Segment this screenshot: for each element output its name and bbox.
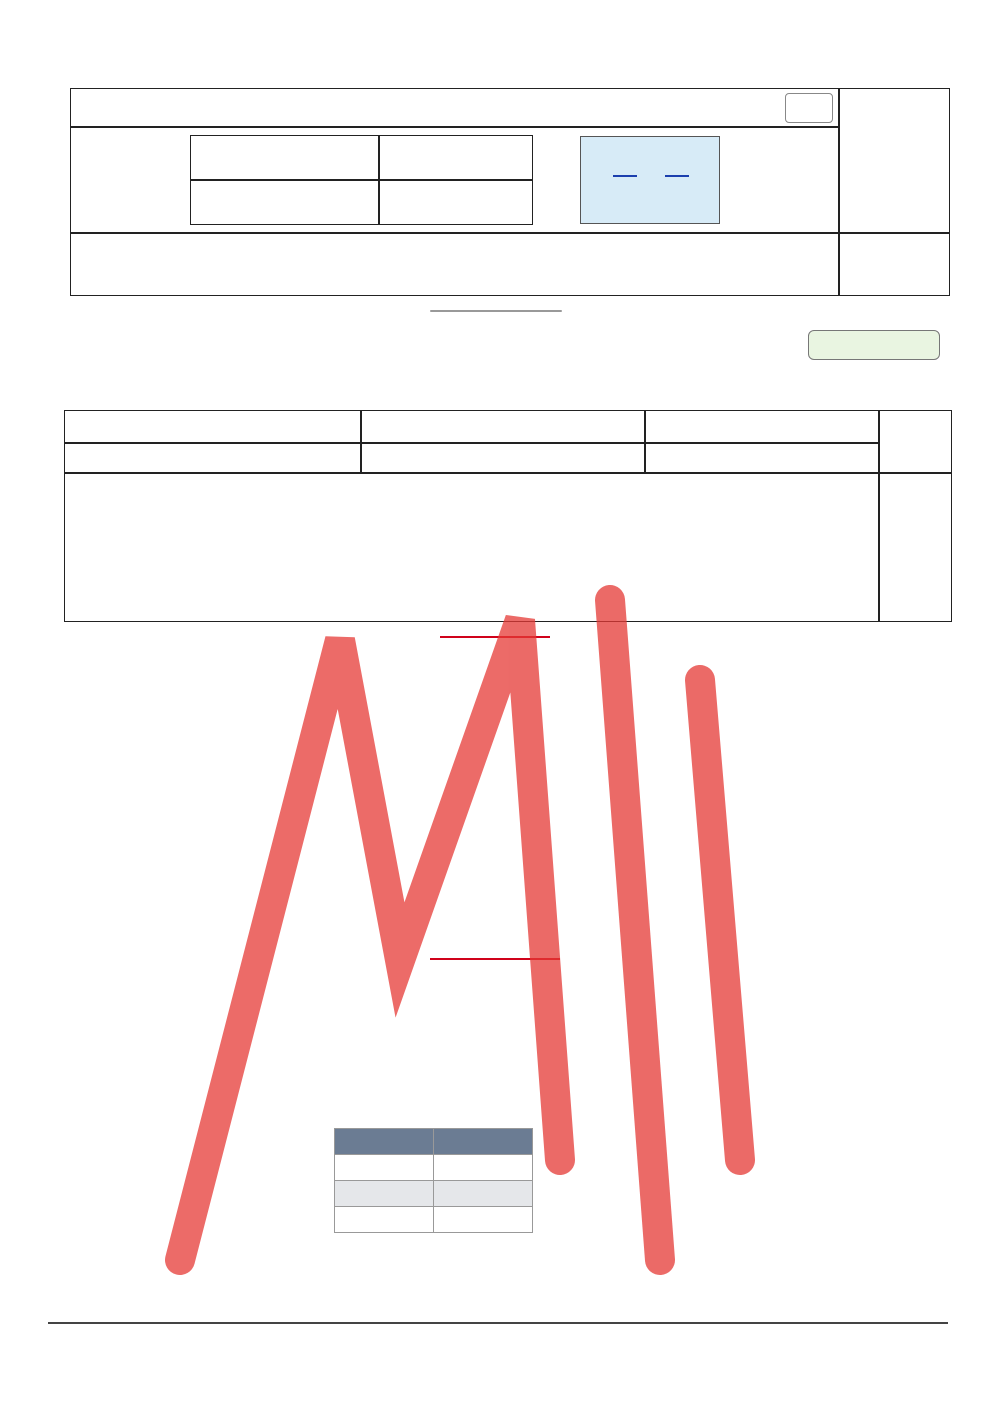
henry-table — [334, 1128, 533, 1233]
calc-label-cell — [878, 472, 952, 622]
row1-solubility-cell — [360, 410, 646, 444]
footer-rule — [48, 1322, 948, 1324]
author-logo — [785, 93, 833, 123]
table-cell — [434, 1207, 533, 1233]
after-label-cell — [378, 179, 533, 225]
row1-pressure-cell — [64, 410, 362, 444]
table-cell — [335, 1181, 434, 1207]
table-cell — [434, 1155, 533, 1181]
side-logo-strip — [24, 66, 56, 1316]
table-cell — [434, 1181, 533, 1207]
row2-label-cell — [644, 442, 880, 474]
example-title — [430, 310, 562, 312]
skills-title — [430, 958, 560, 960]
formula-box — [580, 136, 720, 224]
calc-cell — [64, 472, 880, 622]
example-author-badge — [808, 330, 940, 360]
table-header-solubility — [434, 1129, 533, 1155]
after-value-cell — [190, 179, 380, 225]
row1-label-cell — [644, 410, 880, 444]
before-label-cell — [378, 135, 533, 181]
row2-solubility-cell — [360, 442, 646, 474]
table-cell — [335, 1155, 434, 1181]
notes-cell — [70, 232, 840, 296]
author-stamp — [215, 503, 325, 593]
notes-label-cell — [838, 232, 950, 296]
top-logo-strip — [45, 22, 945, 56]
row2-pressure-cell — [64, 442, 362, 474]
before-value-cell — [190, 135, 380, 181]
table-cell — [335, 1207, 434, 1233]
table-header-pressure — [335, 1129, 434, 1155]
law-statement-cell — [70, 88, 840, 128]
law-label-cell — [838, 88, 950, 234]
drills-title — [440, 636, 550, 638]
given-label-cell — [878, 410, 952, 474]
formula-bar-right — [665, 175, 689, 177]
formula-bar-left — [613, 175, 637, 177]
